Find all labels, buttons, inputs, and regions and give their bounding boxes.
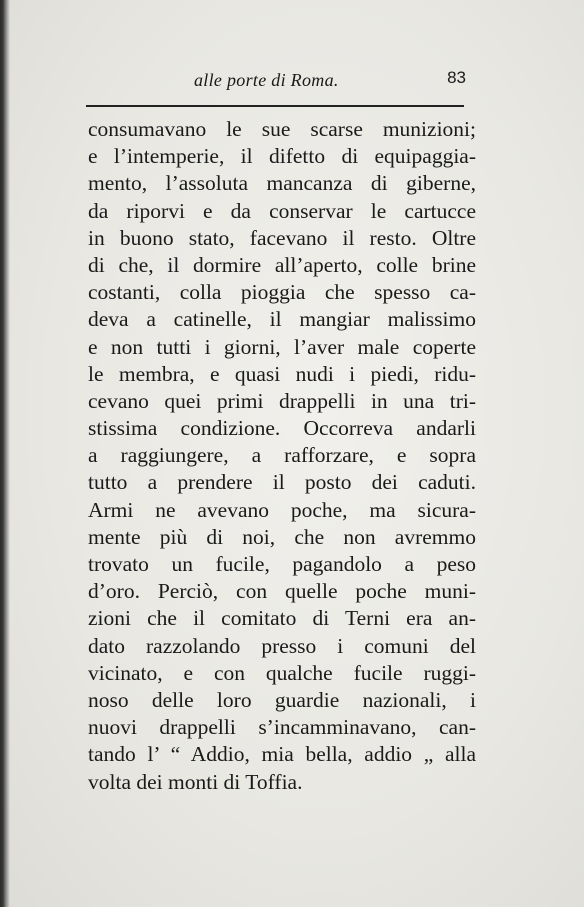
text-line: dato razzolando presso i comuni del xyxy=(88,633,476,658)
page-number: 83 xyxy=(447,68,466,87)
page-header xyxy=(86,68,466,96)
text-line: vicinato, e con qualche fucile ruggi- xyxy=(88,660,476,685)
text-line: da riporvi e da conservar le cartucce xyxy=(88,198,476,223)
text-line: stissima condizione. Occorreva andarli xyxy=(88,416,476,441)
text-line: mente più di noi, che non avremmo xyxy=(88,524,476,549)
text-line: d’oro. Perciò, con quelle poche muni- xyxy=(88,579,476,604)
text-line: in buono stato, facevano il resto. Oltre xyxy=(88,225,476,250)
text-line: deva a catinelle, il mangiar malissimo xyxy=(88,307,476,332)
body-text xyxy=(88,116,476,796)
text-line: mento, l’assoluta mancanza di giberne, xyxy=(88,171,476,196)
text-line: di che, il dormire all’aperto, colle brine xyxy=(88,252,476,277)
text-line: e l’intemperie, il difetto di equipaggia- xyxy=(88,144,476,169)
text-line: consumavano le sue scarse munizioni; xyxy=(88,117,476,141)
text-line: Armi ne avevano poche, ma sicura- xyxy=(88,497,476,522)
text-line: trovato un fucile, pagandolo a peso xyxy=(88,552,476,576)
running-title: alle porte di Roma. xyxy=(194,70,339,90)
text-line: tutto a prendere il posto dei caduti. xyxy=(88,470,476,495)
text-line: zioni che il comitato di Terni era an- xyxy=(88,606,476,631)
text-line: tando l’ “ Addio, mia bella, addio „ alla xyxy=(88,742,476,767)
page-binding-edge xyxy=(0,0,10,907)
text-line: costanti, colla pioggia che spesso ca- xyxy=(88,280,476,305)
text-line: cevano quei primi drappelli in una tri- xyxy=(88,388,476,413)
text-line: nuovi drappelli s’incamminavano, can- xyxy=(88,715,476,740)
text-line: e non tutti i giorni, l’aver male coperte xyxy=(88,334,476,359)
text-line: volta dei monti di Toffia. xyxy=(88,769,303,794)
text-line: a raggiungere, a rafforzare, e sopra xyxy=(88,443,476,468)
text-line: noso delle loro guardie nazionali, i xyxy=(88,687,476,712)
text-line: le membra, e quasi nudi i piedi, ridu- xyxy=(88,361,476,386)
header-rule xyxy=(86,105,464,107)
